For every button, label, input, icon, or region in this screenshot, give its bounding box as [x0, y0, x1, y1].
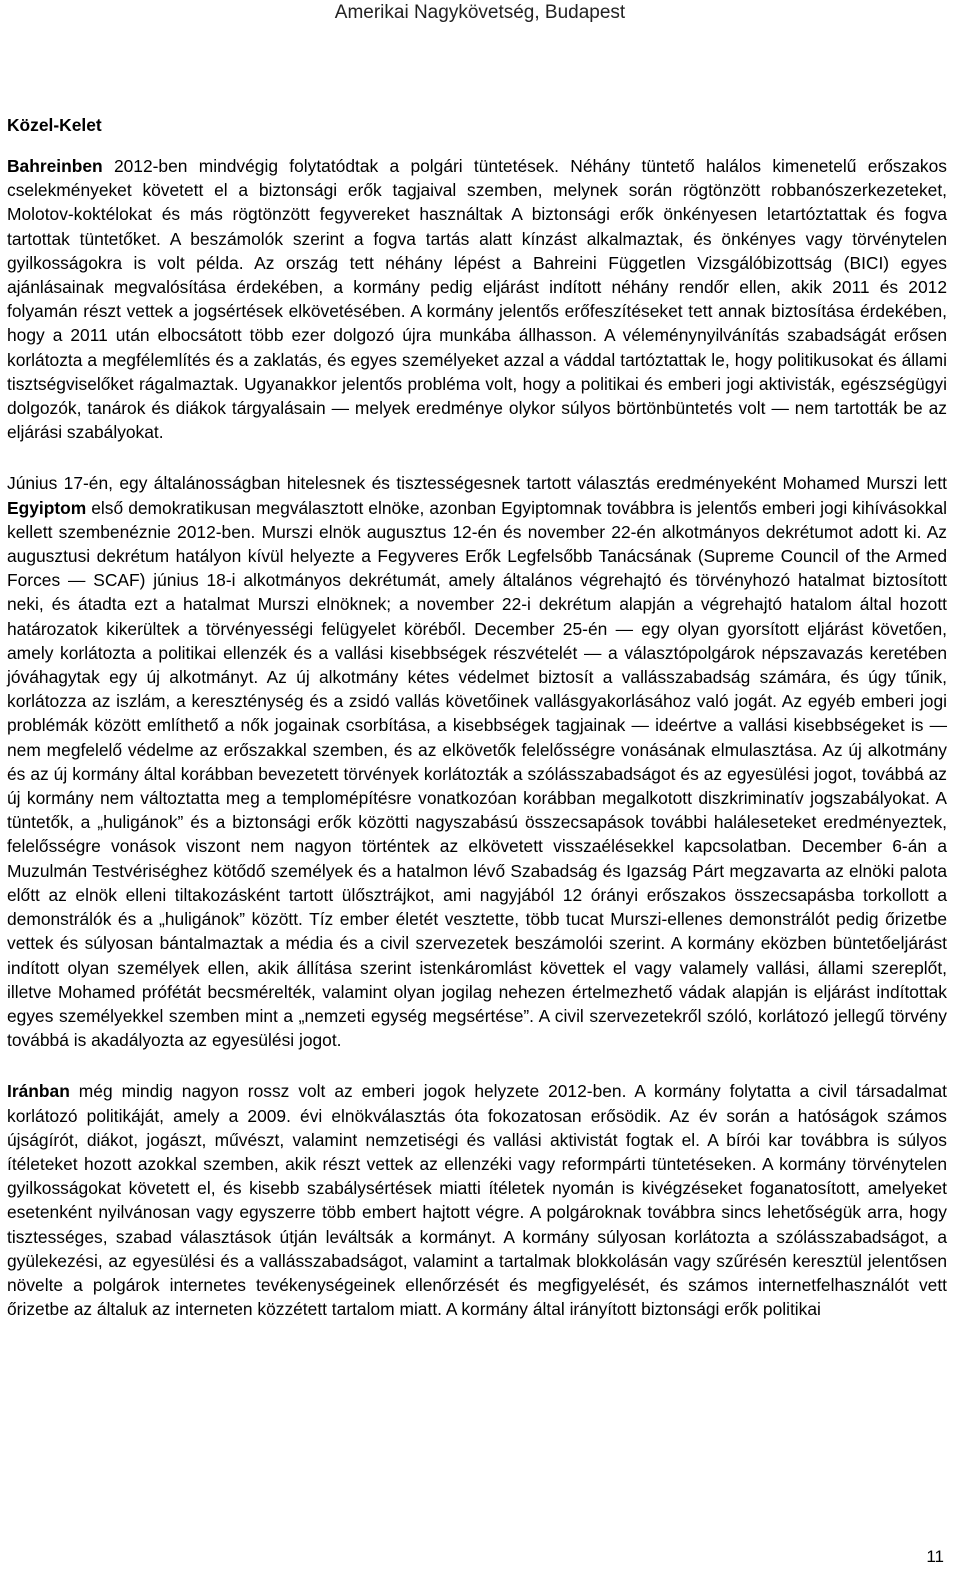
paragraph-lead-bahrain: Bahreinben — [7, 156, 103, 176]
paragraph-text-egypt-before: Június 17-én, egy általánosságban hitelesnek és tisztességesnek tartott választás eredményeként Mohamed Murszi lett — [7, 473, 947, 494]
paragraph-bold-egypt: Egyiptom — [7, 497, 87, 518]
paragraph-bahrain — [7, 154, 947, 444]
paragraph-text-iran: még mindig nagyon rossz volt az emberi jogok helyzete 2012-ben. A kormány folytatta a civil társadalmat korlátozó politikáját, amely a 2009. évi elnökválasztás óta fokozatosan erősödik. Az év során a hatóságok számos újságírót, diákot, jogászt, művészt, valamint nemzetiségi és vallási aktivistát fogtak el. A bírói kar továbbra is súlyos ítéleteket hozott azokkal szemben, akik részt vettek az ellenzéki vagy reformpárti tüntetéseken. A kormány törvénytelen gyilkosságokat követett el, és kisebb szabálysértések miatti ítéletek nyomán is kivégzéseket foganatosított, amelyeket esetenként nyilvánosan vagy egyszerre több embert hajtott végre. A polgároknak továbbra sincs lehetőségük arra, hogy tisztességes, szabad választások útján leváltsák a kormányt. A kormány súlyosan korlátozta a szólásszabadságot, a gyülekezési, az egyesülési és a vallásszabadságot, valamint a tartalmak blokkolásán vagy szűrésén keresztül jelentősen növelte a polgárok internetes tevékenységeinek ellenőrzését és megfigyelését, és számos internetfelhasználót vett őrizetbe az általuk az interneten közzétett tartalom miatt. A kormány által irányított biztonsági erők politikai — [7, 1081, 947, 1320]
page-content — [7, 113, 947, 1348]
paragraph-iran — [7, 1079, 947, 1321]
page-header: Amerikai Nagykövetség, Budapest — [334, 2, 626, 23]
section-title: Közel-Kelet — [7, 115, 102, 135]
paragraph-egypt — [7, 471, 947, 1052]
paragraph-text-egypt-after: első demokratikusan megválasztott elnöke, azonban Egyiptomnak továbbra is jelentős emberi jogi kihívásokkal kellett szembenéznie 2012-ben. Murszi elnök augusztus 12-én és november 22-én alkotmányos dekrétumot adott ki. Az augusztusi dekrétum hatályon kívül helyezte a Fegyveres Erők Legfelsőbb Tanácsának (Supreme Council of the Armed Forces — SCAF) június 18-i alkotmányos dekrétumát, amely általános végrehajtó és törvényhozó hatalmat biztosított neki, és átadta ezt a hatalmat Murszi elnöknek; a november 22-i dekrétum alapján a végrehajtó hatalom által hozott határozatok kikerültek a törvényességi felügyelet köréből. December 25-én — egy olyan gyorsított eljárást követően, amely korlátozta a politikai ellenzék és a vallási kisebbségek részvételét — a választópolgárok népszavazás keretében jóváhagytak egy új alkotmányt. Az új alkotmány kétes védelmet biztosít a vallásszabadság számára, és úgy tűnik, korlátozza az iszlám, a kereszténység és a zsidó vallás követőinek vallásgyakorlásához való jogát. Az egyéb emberi jogi problémák között említhető a nők jogainak csorbítása, a kisebbségek tagjainak — ideértve a vallási kisebbségeket is — nem megfelelő védelme az erőszakkal szemben, és az elkövetők felelősségre vonásának elmulasztása. Az új alkotmány és az új kormány által korábban bevezetett törvények korlátozták a szólásszabadságot és az egyesülési jogot, továbbá az új kormány nem változtatta meg a templomépítésre vonatkozóan korábban megalkotott diszkriminatív jogszabályokat. A tüntetők, a „huligánok” és a biztonsági erők közötti nagyszabású összecsapások további haláleseteket eredményeztek, felelősségre vonások viszont nem nagyon történtek az elkövetett visszaélésekkel kapcsolatban. December 6-án a Muzulmán Testvériséghez kötődő személyek és a hatalmon lévő Szabadság és Igazság Párt megzavarta az elnöki palota előtt az elnök elleni tiltakozásként tartott ülősztrájkot, ami nagyjából 12 órányi erőszakos összecsapásba torkollott a demonstrálók és a „huligánok” között. Tíz ember életét vesztette, több tucat Murszi-ellenes demonstrálót pedig őrizetbe vettek és súlyosan bántalmaztak a média és a civil szervezetek beszámolói szerint. A kormány eközben büntetőeljárást indított olyan személyek ellen, akik állítása szerint istenkáromlást követtek el vagy valamely vallási, állami szereplőt, illetve Mohamed prófétát becsmérelték, valamint olyan jogilag nehezen értelmezhető vádak alapján is eljárást indítottak egyes személyekkel szemben mint a „nemzeti egység megsértése”. A civil szervezetekről szóló, korlátozó jellegű törvény továbbá is akadályozta az egyesülési jogot. — [7, 497, 947, 1051]
paragraph-lead-iran: Iránban — [7, 1081, 70, 1102]
page-number: 11 — [926, 1547, 944, 1566]
paragraph-text-bahrain: 2012-ben mindvégig folytatódtak a polgári tüntetések. Néhány tüntető halálos kimenetelű erőszakos cselekményeket követett el a biztonsági erők tagjaival szemben, melynek során rögtönzött robbanószerkezeteket, Molotov-koktélokat és más rögtönzött fegyvereket használtak A biztonsági erők önkényesen letartóztattak és fogva tartottak tüntetőket. A beszámolók szerint a fogva tartás alatt kínzást alkalmaztak, és önkényes vagy törvénytelen gyilkosságokra is volt példa. Az ország tett néhány lépést a Bahreini Független Vizsgálóbizottság (BICI) egyes ajánlásainak megvalósítása érdekében, a kormány pedig eljárást indított néhány rendőr ellen, akik 2011 és 2012 folyamán részt vettek a jogsértések elkövetésében. A kormány jelentős erőfeszítéseket tett annak biztosítása érdekében, hogy a 2011 után elbocsátott több ezer dolgozó újra munkába állhasson. A véleménynyilvánítás szabadságát erősen korlátozta a megfélemlítés és a zaklatás, és egyes személyeket azzal a váddal tartóztattak le, hogy politikusokat és állami tisztségviselőket rágalmaztak. Ugyanakkor jelentős probléma volt, hogy a politikai és emberi jogi aktivisták, egészségügyi dolgozók, tanárok és diákok tárgyalásain — melyek eredménye olykor súlyos börtönbüntetés volt — nem tartották be az eljárási szabályokat. — [7, 156, 947, 443]
